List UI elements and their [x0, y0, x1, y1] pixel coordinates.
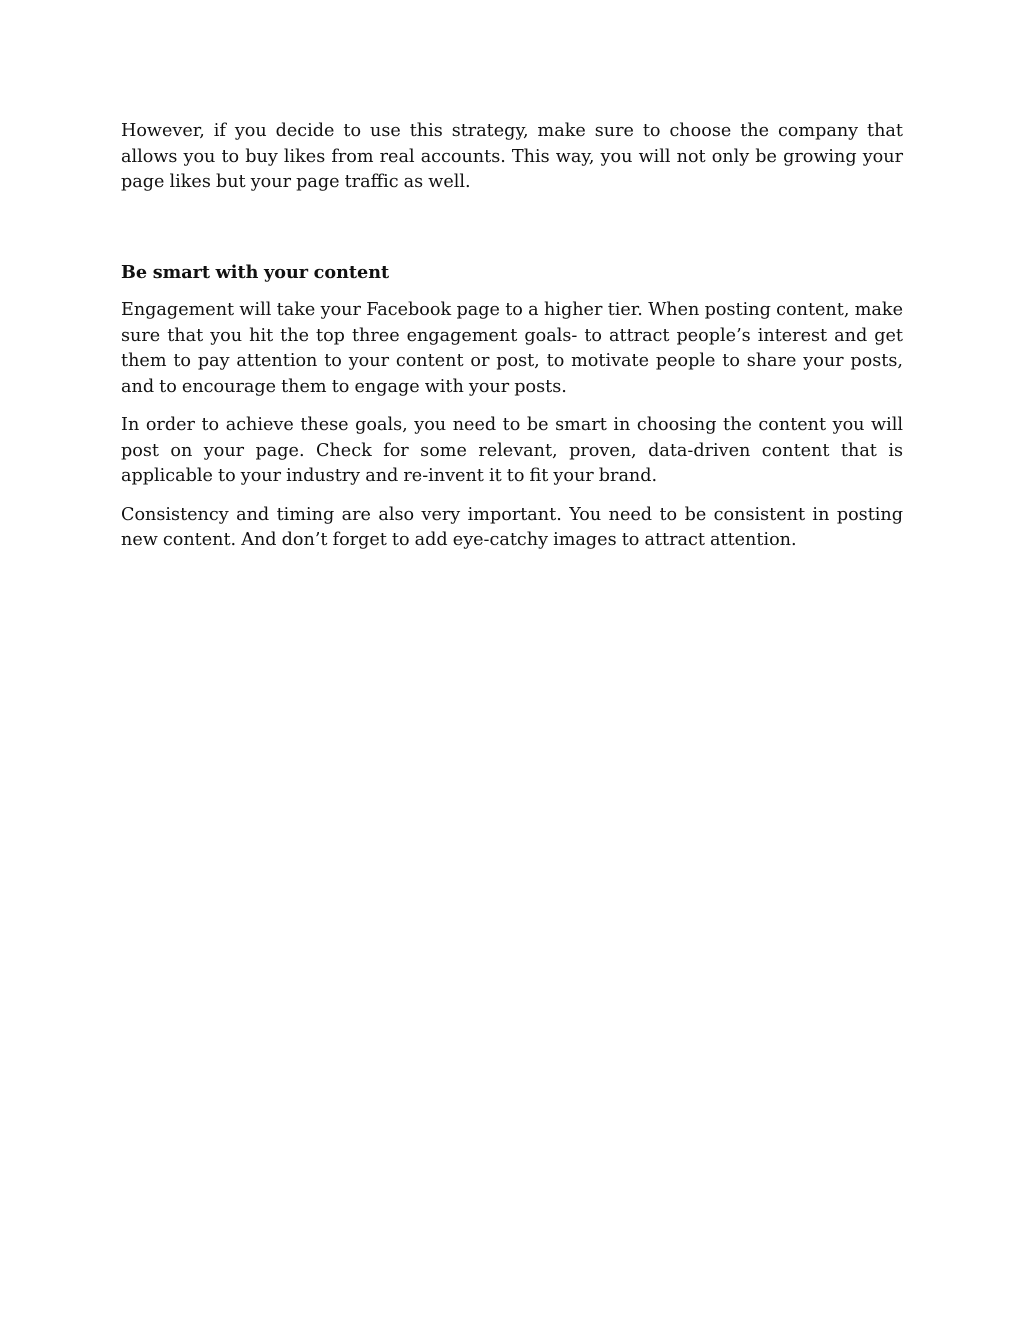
- body-paragraph-goals: In order to achieve these goals, you need to be smart in choosing the content you will post on your page. Check for some relevant, proven, data-driven content that is applicable to your industry and re-invent it to fit your brand.: [121, 415, 903, 486]
- section-heading: Be smart with your content: [121, 261, 390, 283]
- section-spacer: [121, 209, 903, 260]
- body-paragraph-engagement: Engagement will take your Facebook page to a higher tier. When posting content, make sure that you hit the top three engagement goals- to attract people’s interest and get them to pay attention to your content or post, to motivate people to share your posts, and to encourage them to engage with your posts.: [121, 300, 903, 397]
- document-page: [121, 119, 903, 567]
- body-paragraph-consistency: Consistency and timing are also very important. You need to be consistent in posting new content. And don’t forget to add eye-catchy images to attract attention.: [121, 504, 903, 550]
- intro-paragraph: However, if you decide to use this strategy, make sure to choose the company that allows you to buy likes from real accounts. This way, you will not only be growing your page likes but your page traffic as well.: [121, 121, 903, 192]
